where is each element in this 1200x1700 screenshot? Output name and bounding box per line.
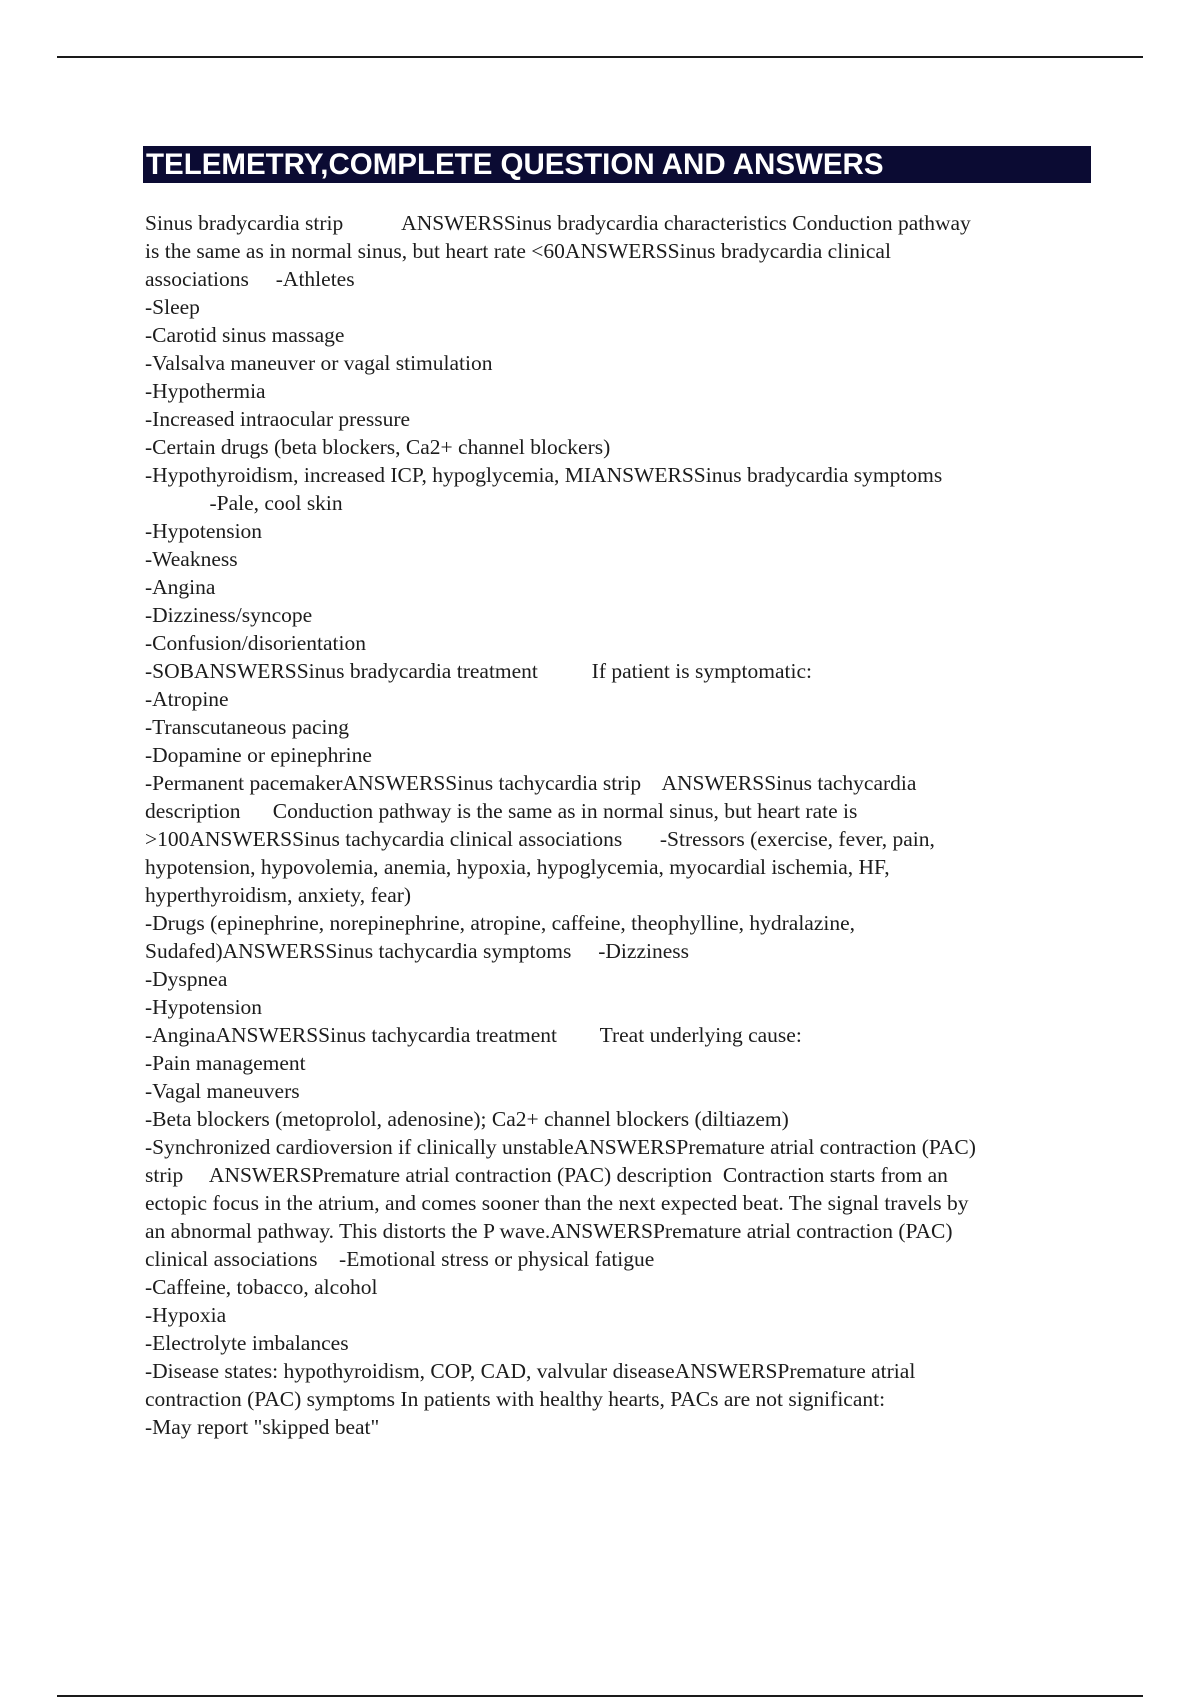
text-line: -Dizziness/syncope — [145, 603, 313, 627]
text-line: -Hypotension — [145, 995, 263, 1019]
text-line: -Hypoxia — [145, 1303, 227, 1327]
text-line: description Conduction pathway is the same as in normal sinus, but heart rate is — [145, 799, 858, 823]
footer-rule — [57, 1695, 1143, 1697]
text-line: hypotension, hypovolemia, anemia, hypoxia, hypoglycemia, myocardial ischemia, HF, — [145, 855, 890, 879]
text-line: -Electrolyte imbalances — [145, 1331, 349, 1355]
text-line: -Drugs (epinephrine, norepinephrine, atropine, caffeine, theophylline, hydralazine, — [145, 911, 856, 935]
text-line: Sudafed)ANSWERSSinus tachycardia symptoms -Dizziness — [145, 939, 689, 963]
text-line: -SOBANSWERSSinus bradycardia treatment If patient is symptomatic: — [145, 659, 812, 683]
text-line: -Hypotension — [145, 519, 263, 543]
text-line: -Carotid sinus massage — [145, 323, 345, 347]
text-line: contraction (PAC) symptoms In patients with healthy hearts, PACs are not significant: — [145, 1387, 886, 1411]
text-line: -Dyspnea — [145, 967, 228, 991]
text-line: -Weakness — [145, 547, 238, 571]
text-line: Sinus bradycardia strip ANSWERSSinus bradycardia characteristics Conduction pathway — [145, 211, 971, 235]
text-line: -Transcutaneous pacing — [145, 715, 350, 739]
text-line: -Hypothyroidism, increased ICP, hypoglycemia, MIANSWERSSinus bradycardia symptoms — [145, 463, 943, 487]
text-line: -Pain management — [145, 1051, 306, 1075]
text-line: -Dopamine or epinephrine — [145, 743, 372, 767]
text-line: >100ANSWERSSinus tachycardia clinical associations -Stressors (exercise, fever, pain, — [145, 827, 935, 851]
text-line: ectopic focus in the atrium, and comes sooner than the next expected beat. The signal travels by — [145, 1191, 969, 1215]
text-line: clinical associations -Emotional stress or physical fatigue — [145, 1247, 655, 1271]
document-body — [145, 209, 1085, 1441]
text-line: -Valsalva maneuver or vagal stimulation — [145, 351, 493, 375]
text-line: -Atropine — [145, 687, 229, 711]
text-line: strip ANSWERSPremature atrial contraction (PAC) description Contraction starts from an — [145, 1163, 948, 1187]
header-rule — [57, 56, 1143, 58]
text-line: -Confusion/disorientation — [145, 631, 366, 655]
text-line: -Angina — [145, 575, 216, 599]
text-line: -Caffeine, tobacco, alcohol — [145, 1275, 378, 1299]
text-line: -Pale, cool skin — [145, 491, 343, 515]
text-line: -May report "skipped beat" — [145, 1415, 380, 1439]
text-line: -Sleep — [145, 295, 200, 319]
text-line: -Hypothermia — [145, 379, 266, 403]
text-line: associations -Athletes — [145, 267, 355, 291]
document-title: TELEMETRY,COMPLETE QUESTION AND ANSWERS — [143, 146, 1091, 183]
text-line: -Vagal maneuvers — [145, 1079, 300, 1103]
text-line: hyperthyroidism, anxiety, fear) — [145, 883, 412, 907]
text-line: is the same as in normal sinus, but heart rate <60ANSWERSSinus bradycardia clinical — [145, 239, 891, 263]
text-line: -Disease states: hypothyroidism, COP, CAD, valvular diseaseANSWERSPremature atrial — [145, 1359, 916, 1383]
text-line: an abnormal pathway. This distorts the P wave.ANSWERSPremature atrial contraction (PAC) — [145, 1219, 953, 1243]
text-line: -AnginaANSWERSSinus tachycardia treatment Treat underlying cause: — [145, 1023, 802, 1047]
text-line: -Permanent pacemakerANSWERSSinus tachycardia strip ANSWERSSinus tachycardia — [145, 771, 917, 795]
text-line: -Beta blockers (metoprolol, adenosine); Ca2+ channel blockers (diltiazem) — [145, 1107, 789, 1131]
text-line: -Increased intraocular pressure — [145, 407, 411, 431]
text-line: -Certain drugs (beta blockers, Ca2+ channel blockers) — [145, 435, 611, 459]
text-line: -Synchronized cardioversion if clinically unstableANSWERSPremature atrial contraction (PAC) — [145, 1135, 976, 1159]
